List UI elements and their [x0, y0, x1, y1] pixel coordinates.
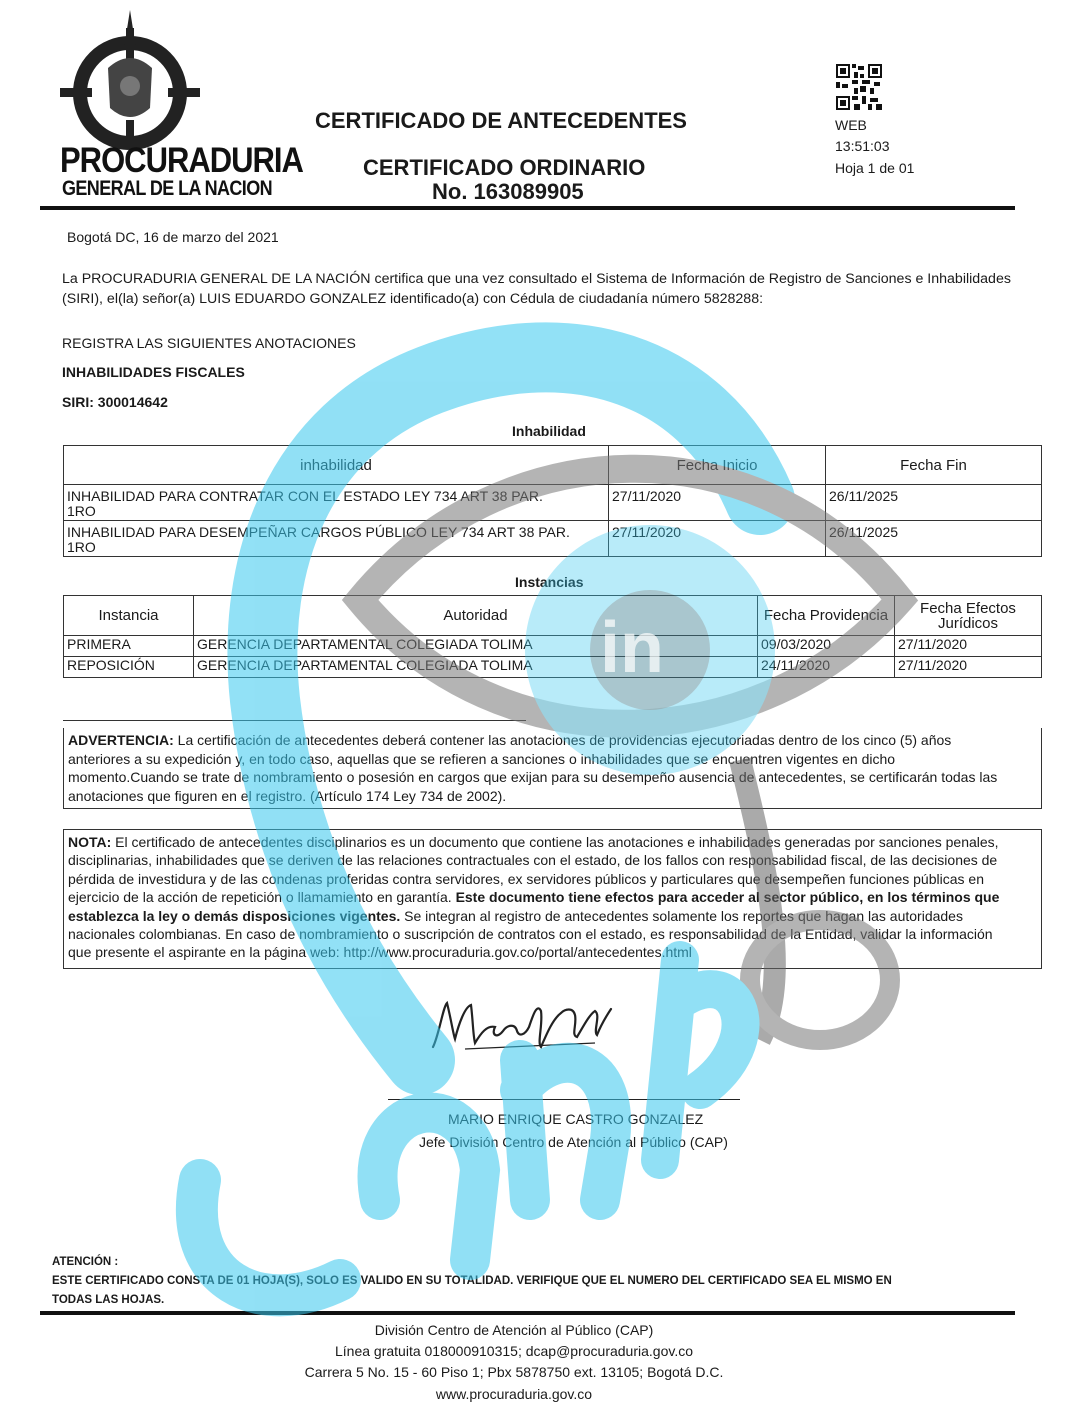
advertencia-box — [63, 728, 1042, 809]
footer-line-4: www.procuraduria.gov.co — [435, 1386, 593, 1402]
instancias-caption: Instancias — [515, 574, 584, 590]
cell-fecha-efectos: 27/11/2020 — [895, 636, 1042, 657]
atencion-line-1: ESTE CERTIFICADO CONSTA DE 01 HOJA(S), SOLO ES VALIDO EN SU TOTALIDAD. VERIFIQUE QUE EL NUMERO DEL CERTIFICADO SEA EL MISMO EN — [52, 1275, 892, 1287]
nota-line-6: nacionales colombianas. En caso de nombramiento o suscripción de contratos con el estado, es responsabilidad de la Entidad, validar la información — [68, 926, 993, 943]
col-header-inhabilidad: inhabilidad — [64, 446, 609, 485]
org-name-line1: PROCURADURIA — [60, 140, 303, 181]
col-header-fecha-efectos-line2: Jurídicos — [937, 614, 999, 632]
siri-number: SIRI: 300014642 — [62, 394, 168, 410]
watermark-badge: in — [600, 608, 664, 688]
footer-line-3: Carrera 5 No. 15 - 60 Piso 1; Pbx 5878750 ext. 13105; Bogotá D.C. — [304, 1364, 724, 1380]
nota-box — [63, 829, 1042, 969]
advertencia-line-1: La certificación de antecedentes deberá contener las anotaciones de providencias ejecutoriadas dentro de los cinco (5) años — [173, 732, 952, 748]
col-header-fecha-inicio: Fecha Inicio — [609, 446, 826, 485]
col-header-autoridad: Autoridad — [194, 596, 758, 636]
table-row — [64, 657, 1042, 678]
nota-line-7: que presente el aspirante en la página web: http://www.procuraduria.gov.co/portal/antecedentes.html — [68, 944, 692, 961]
cell-instancia: REPOSICIÓN — [64, 657, 194, 678]
signer-role: Jefe División Centro de Atención al Público (CAP) — [419, 1134, 728, 1150]
inhabilidad-caption: Inhabilidad — [512, 423, 586, 439]
nota-line-5b: Se integran al registro de antecedentes solamente los reportes que hagan las autoridades — [400, 907, 963, 924]
table-row — [64, 636, 1042, 657]
col-header-fecha-fin: Fecha Fin — [826, 446, 1042, 485]
advertencia-line-4: anotaciones que figuren en el registro. (Artículo 174 Ley 734 de 2002). — [68, 787, 507, 804]
col-header-instancia: Instancia — [64, 596, 194, 636]
category-heading: INHABILIDADES FISCALES — [62, 364, 245, 380]
cell-fecha-inicio: 27/11/2020 — [609, 521, 826, 557]
cell-fecha-providencia: 24/11/2020 — [758, 657, 895, 678]
table-row — [64, 485, 1042, 521]
nota-label: NOTA: — [68, 834, 112, 850]
nota-line-5a: establezca la ley o demás disposiciones vigentes. — [68, 907, 401, 924]
col-header-fecha-providencia: Fecha Providencia — [758, 596, 895, 636]
cell-instancia: PRIMERA — [64, 636, 194, 657]
footer-line-1: División Centro de Atención al Público (CAP) — [374, 1322, 654, 1338]
col-header-fecha-efectos — [895, 596, 1042, 636]
intro-line-2: (SIRI), el(la) señor(a) LUIS EDUARDO GONZALEZ identificado(a) con Cédula de ciudadanía número 5828288: — [62, 291, 764, 307]
cell-desc-line1: INHABILIDAD PARA DESEMPEÑAR CARGOS PÚBLICO LEY 734 ART 38 PAR. — [67, 524, 570, 540]
atencion-label: ATENCIÓN : — [52, 1256, 119, 1268]
cell-fecha-fin: 26/11/2025 — [826, 485, 1042, 521]
date-line: Bogotá DC, 16 de marzo del 2021 — [67, 229, 279, 245]
nota-line-4a: ejercicio de la acción de repetición o llamamiento en garantía. — [68, 889, 456, 906]
col-header-fecha-efectos-line1: Fecha Efectos — [920, 599, 1016, 617]
advertencia-line-2: anteriores a su expedición y, en todo caso, aquellas que se refieren a sanciones o inhabilidades que se encuentren vigentes en dicho — [68, 750, 896, 767]
registra-heading: REGISTRA LAS SIGUIENTES ANOTACIONES — [62, 335, 356, 351]
cell-inhabilidad — [64, 485, 609, 521]
cell-autoridad: GERENCIA DEPARTAMENTAL COLEGIADA TOLIMA — [194, 657, 758, 678]
nota-line-2: disciplinarias, inhabilidades que se deriven de las relaciones contractuales con el estado, de los fallos con responsabilidad fiscal, de las decisiones de — [68, 852, 998, 869]
advertencia-line-3: momento.Cuando se trate de nombramiento o posesión en cargos que exijan para su desempeño ausencia de antecedentes, se certificarán todas las — [68, 769, 998, 785]
signer-name: MARIO ENRIQUE CASTRO GONZALEZ — [448, 1111, 704, 1127]
cell-inhabilidad — [64, 521, 609, 557]
certificate-type: CERTIFICADO ORDINARIO — [363, 155, 646, 180]
advertencia-top-line — [63, 720, 526, 721]
cell-fecha-inicio: 27/11/2020 — [609, 485, 826, 521]
page-title: CERTIFICADO DE ANTECEDENTES — [315, 108, 687, 133]
table-header-row — [64, 446, 1042, 485]
cell-desc-line2: 1RO — [67, 539, 96, 555]
org-name-line2: GENERAL DE LA NACION — [62, 176, 273, 200]
cell-desc-line2: 1RO — [67, 503, 96, 519]
certificate-number: No. 163089905 — [432, 179, 584, 204]
inhabilidad-table — [63, 445, 1042, 557]
cell-autoridad: GERENCIA DEPARTAMENTAL COLEGIADA TOLIMA — [194, 636, 758, 657]
issue-time: 13:51:03 — [835, 138, 890, 154]
channel-label: WEB — [835, 117, 867, 133]
nota-line-4b: Este documento tiene efectos para acceder al sector público, en los términos que — [455, 889, 1000, 906]
footer-rule — [40, 1311, 1015, 1315]
cell-fecha-providencia: 09/03/2020 — [758, 636, 895, 657]
table-row — [64, 521, 1042, 557]
qr-code-icon — [836, 64, 882, 110]
nota-line-3: pérdida de investidura y de las condenas proferidas contra servidores, ex servidores públicos y particulares que desempeñen funciones públicas en — [68, 870, 984, 887]
footer-line-2: Línea gratuita 018000910315; dcap@procuraduria.gov.co — [335, 1343, 693, 1359]
cell-fecha-efectos: 27/11/2020 — [895, 657, 1042, 678]
nota-line-1: El certificado de antecedentes disciplinarios es un documento que contiene las anotaciones e inhabilidades generadas por sanciones penales, — [111, 834, 999, 850]
cell-desc-line1: INHABILIDAD PARA CONTRATAR CON EL ESTADO LEY 734 ART 38 PAR. — [67, 488, 543, 504]
page-count: Hoja 1 de 01 — [835, 160, 915, 176]
intro-line-1: La PROCURADURIA GENERAL DE LA NACIÓN certifica que una vez consultado el Sistema de Información de Registro de Sanciones e Inhabilidades — [62, 271, 1011, 287]
header-rule — [40, 206, 1015, 210]
advertencia-label: ADVERTENCIA: — [68, 732, 174, 748]
cell-fecha-fin: 26/11/2025 — [826, 521, 1042, 557]
instancias-table — [63, 595, 1042, 678]
table-header-row — [64, 596, 1042, 636]
atencion-line-2: TODAS LAS HOJAS. — [52, 1294, 165, 1306]
signature-line — [388, 1099, 740, 1100]
signature-icon — [425, 985, 615, 1065]
